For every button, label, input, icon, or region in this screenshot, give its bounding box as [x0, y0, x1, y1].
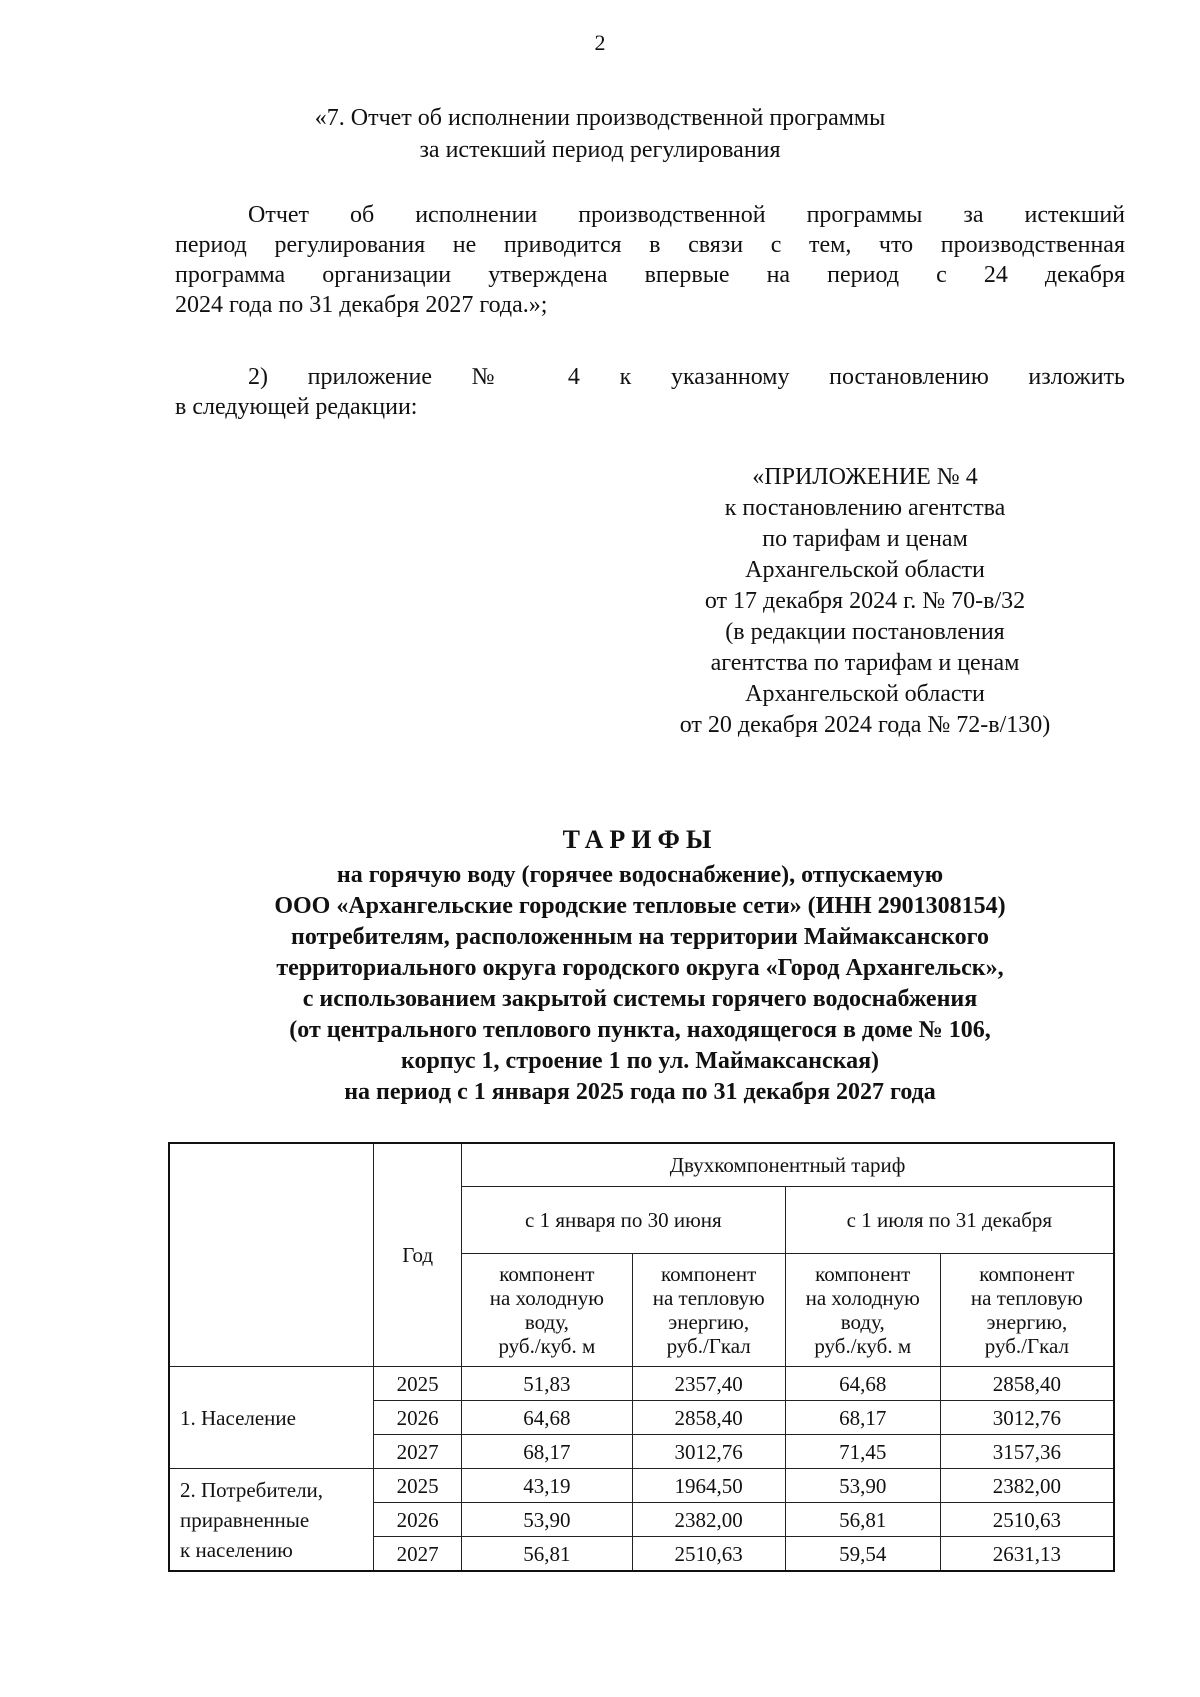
section-heading-line: за истекший период регулирования: [419, 137, 781, 163]
section-heading-line: «7. Отчет об исполнении производственной программы: [314, 105, 886, 131]
header-line: на тепловую: [970, 1286, 1083, 1310]
value-cell: 64,68: [462, 1401, 633, 1435]
header-line: энергию,: [986, 1310, 1068, 1334]
tariff-title-line: на горячую воду (горячее водоснабжение), отпускаемую: [336, 862, 944, 888]
two-component-header: Двухкомпонентный тариф: [462, 1143, 1114, 1187]
year-cell: 2026: [374, 1503, 462, 1537]
group-label-line: к населению: [180, 1537, 293, 1562]
value-cell: 3012,76: [940, 1401, 1114, 1435]
appendix-line: по тарифам и ценам: [762, 526, 968, 552]
table-row: [169, 1469, 1114, 1503]
appendix-line: (в редакции постановления: [725, 619, 1005, 645]
group-label-population: 1. Население: [169, 1367, 374, 1469]
period-header: с 1 июля по 31 декабря: [785, 1187, 1114, 1254]
year-cell: 2025: [374, 1367, 462, 1401]
year-cell: 2027: [374, 1537, 462, 1572]
header-line: на холодную: [805, 1286, 920, 1310]
tariff-title-line: с использованием закрытой системы горячего водоснабжения: [302, 986, 978, 1012]
appendix-line: от 20 декабря 2024 года № 72-в/130): [679, 712, 1051, 738]
table-row: [169, 1367, 1114, 1401]
year-cell: 2025: [374, 1469, 462, 1503]
tariff-title-line: территориального округа городского округа «Город Архангельск»,: [276, 955, 1004, 981]
tariff-heading: ТАРИФЫ: [562, 825, 718, 854]
tariff-title-line: ООО «Архангельские городские тепловые сети» (ИНН 2901308154): [274, 893, 1006, 919]
value-cell: 71,45: [785, 1435, 940, 1469]
header-line: воду,: [524, 1310, 569, 1334]
header-line: руб./Гкал: [666, 1334, 751, 1358]
value-cell: 2510,63: [632, 1537, 785, 1572]
value-cell: 3157,36: [940, 1435, 1114, 1469]
column-header-heat-energy: [940, 1254, 1114, 1367]
header-line: на холодную: [489, 1286, 604, 1310]
header-line: компонент: [815, 1262, 911, 1286]
value-cell: 56,81: [785, 1503, 940, 1537]
year-cell: 2027: [374, 1435, 462, 1469]
paragraph-line: 2024 года по 31 декабря 2027 года.»;: [175, 292, 548, 318]
year-header: Год: [374, 1143, 462, 1367]
header-line: компонент: [661, 1262, 757, 1286]
paragraph-line: программа организации утверждена впервые на период с 24 декабря: [175, 262, 1125, 288]
group-label-line: 2. Потребители,: [180, 1477, 324, 1502]
tariff-title-line: (от центрального теплового пункта, находящегося в доме № 106,: [289, 1017, 991, 1043]
header-line: руб./куб. м: [498, 1334, 596, 1358]
header-line: руб./Гкал: [984, 1334, 1069, 1358]
value-cell: 1964,50: [632, 1469, 785, 1503]
paragraph-line: в следующей редакции:: [175, 394, 418, 420]
paragraph-line: 2) приложение № 4 к указанному постановлению изложить: [248, 364, 1125, 390]
value-cell: 53,90: [785, 1469, 940, 1503]
header-line: воду,: [840, 1310, 885, 1334]
value-cell: 51,83: [462, 1367, 633, 1401]
value-cell: 2510,63: [940, 1503, 1114, 1537]
paragraph-line: Отчет об исполнении производственной программы за истекший: [248, 202, 1125, 228]
tariff-title-line: потребителям, расположенным на территории Маймаксанского: [291, 924, 989, 950]
value-cell: 3012,76: [632, 1435, 785, 1469]
value-cell: 43,19: [462, 1469, 633, 1503]
header-line: руб./куб. м: [814, 1334, 912, 1358]
header-line: на тепловую: [652, 1286, 765, 1310]
column-header-heat-energy: [632, 1254, 785, 1367]
header-line: компонент: [979, 1262, 1075, 1286]
header-line: компонент: [499, 1262, 595, 1286]
appendix-line: Архангельской области: [745, 557, 985, 583]
page-number: 2: [594, 30, 606, 55]
value-cell: 2382,00: [940, 1469, 1114, 1503]
appendix-line: агентства по тарифам и ценам: [710, 650, 1020, 676]
appendix-line: «ПРИЛОЖЕНИЕ № 4: [752, 464, 978, 490]
report-paragraph: [175, 200, 1125, 320]
value-cell: 64,68: [785, 1367, 940, 1401]
appendix-reference: [640, 462, 1090, 741]
column-header-cold-water: [785, 1254, 940, 1367]
tariff-title-line: на период с 1 января 2025 года по 31 декабря 2027 года: [344, 1079, 936, 1105]
value-cell: 56,81: [462, 1537, 633, 1572]
value-cell: 53,90: [462, 1503, 633, 1537]
value-cell: 2382,00: [632, 1503, 785, 1537]
value-cell: 2858,40: [940, 1367, 1114, 1401]
value-cell: 68,17: [785, 1401, 940, 1435]
value-cell: 2631,13: [940, 1537, 1114, 1572]
empty-header-cell: [169, 1143, 374, 1367]
period-header: с 1 января по 30 июня: [462, 1187, 786, 1254]
appendix-line: Архангельской области: [745, 681, 985, 707]
column-header-cold-water: [462, 1254, 633, 1367]
tariff-table: [168, 1142, 1115, 1572]
appendix-line: от 17 декабря 2024 г. № 70-в/32: [704, 588, 1026, 614]
value-cell: 2858,40: [632, 1401, 785, 1435]
value-cell: 68,17: [462, 1435, 633, 1469]
section-heading: [0, 102, 1200, 166]
tariff-title: [0, 820, 1200, 1108]
tariff-title-line: корпус 1, строение 1 по ул. Маймаксанская): [400, 1048, 880, 1074]
group-label-equivalent-consumers: [169, 1469, 374, 1572]
group-label-line: приравненные: [180, 1507, 310, 1532]
year-cell: 2026: [374, 1401, 462, 1435]
paragraph-line: период регулирования не приводится в связи с тем, что производственная: [175, 232, 1125, 258]
header-line: энергию,: [668, 1310, 750, 1334]
amendment-paragraph: [175, 362, 1125, 422]
value-cell: 59,54: [785, 1537, 940, 1572]
value-cell: 2357,40: [632, 1367, 785, 1401]
appendix-line: к постановлению агентства: [724, 495, 1006, 521]
